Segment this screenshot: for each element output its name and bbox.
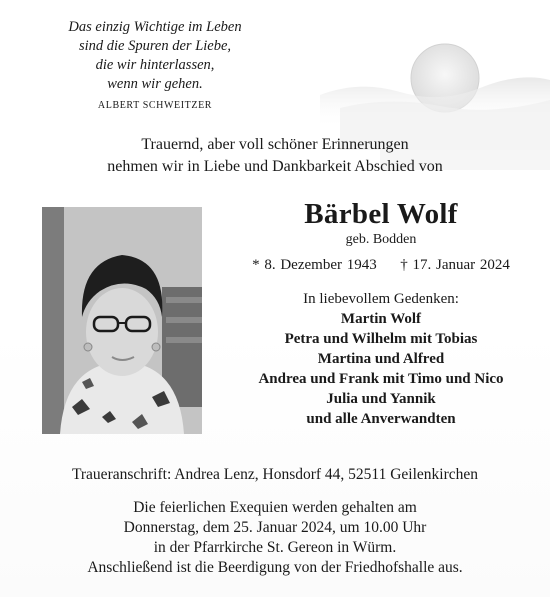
service-line: Anschließend ist die Beerdigung von der Friedhofshalle aus. [87,559,463,576]
quote-line: Das einzig Wichtige im Leben [68,19,242,35]
intro-text [0,134,550,178]
mourners-list [212,309,550,429]
portrait-photo [42,207,202,434]
mourning-address: Traueranschrift: Andrea Lenz, Honsdorf 44, 52511 Geilenkirchen [71,466,479,483]
mourner: Julia und Yannik [326,391,436,407]
quote-block [40,18,270,115]
deceased-info [212,197,550,429]
service-line: Die feierlichen Exequien werden gehalten am [133,499,417,516]
quote-author: ALBERT SCHWEITZER [97,100,213,111]
quote-line: sind die Spuren der Liebe, [78,38,232,54]
funeral-service-info [0,498,550,578]
birth-date: * 8. Dezember 1943 [252,257,377,273]
quote-line: die wir hinterlassen, [95,57,215,73]
portrait-illustration [42,207,202,434]
maiden-name: geb. Bodden [345,232,417,247]
intro-line: Trauernd, aber voll schöner Erinnerungen [141,136,409,153]
intro-line: nehmen wir in Liebe und Dankbarkeit Abschied von [107,158,443,175]
quote-line: wenn wir gehen. [107,76,203,92]
service-line: in der Pfarrkirche St. Gereon in Würm. [153,539,397,556]
mourner: Andrea und Frank mit Timo und Nico [258,371,504,387]
mourner: Martin Wolf [340,311,422,327]
service-line: Donnerstag, dem 25. Januar 2024, um 10.00 Uhr [123,519,427,536]
memory-label: In liebevollem Gedenken: [303,291,459,307]
mourner: Martina und Alfred [317,351,445,367]
deceased-name: Bärbel Wolf [304,198,458,230]
mourner: Petra und Wilhelm mit Tobias [284,331,478,347]
life-dates [212,255,550,275]
death-date: † 17. Januar 2024 [400,257,510,273]
mourner: und alle Anverwandten [306,411,456,427]
